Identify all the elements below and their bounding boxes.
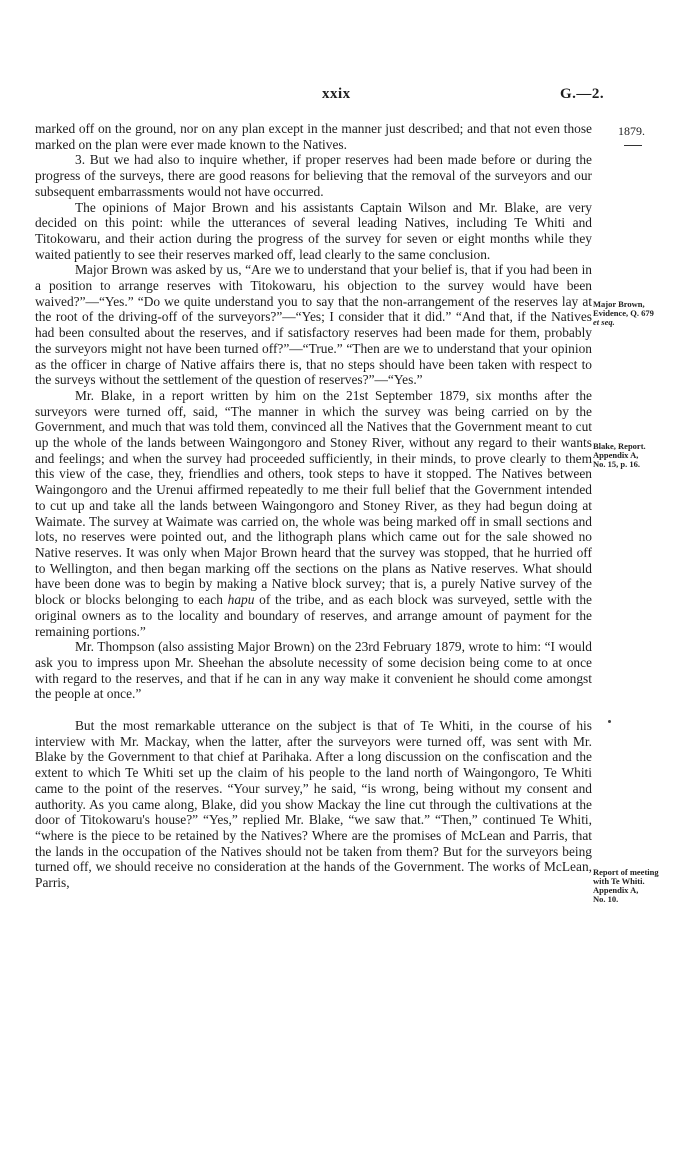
body-text [35,121,592,891]
sidenote-line: Major Brown, [593,299,645,309]
paragraph-opinions: The opinions of Major Brown and his assistants Captain Wilson and Mr. Blake, are very decided on this point: while the utterances of several leading Natives, including Te Whiti and Titokowaru, and their action during the progress of the survey for seven or eight months while they waited patiently to see their reserves marked off, lead clearly to the same conclusion. [35,199,592,262]
sidenote-te-whiti-meeting [593,868,697,904]
sidenote-line: Evidence, Q. 679 [593,308,654,318]
sidenote-line: Appendix A, [593,450,639,460]
sidenote-line: No. 15, p. 16. [593,459,640,469]
margin-year: 1879. [618,124,645,138]
margin-year-rule [624,145,642,146]
sidenote-major-brown [593,300,697,327]
sidenote-line: et seq. [593,317,615,327]
blake-report-text-end: of the tribe, and as each block was surveyed, settle with the original owners as to the locality and boundary of reserves, and arrange amount of payment for the remaining portions.” [35,592,592,639]
page-number: xxix [322,86,351,102]
paragraph-blake-report [35,388,592,639]
sidenote-line: with Te Whiti. [593,876,645,886]
paragraph-thompson: Mr. Thompson (also assisting Major Brown) on the 23rd February 1879, wrote to him: “I would ask you to impress upon Mr. Sheehan the absolute necessity of some decision being come to at once with regard to the reserves, and that if he can in any way make it convenient he should come amongst the people at once.” [35,639,592,702]
italic-term: hapu [227,592,255,608]
paragraph-section-3: 3. But we had also to inquire whether, if proper reserves had been made before or during the progress of the surveys, there are good reasons for believing that the removal of the surveyors and our subsequent embarrassments would not have occurred. [35,152,592,199]
sidenote-blake-report [593,442,697,469]
paragraph-gap [35,702,592,718]
paragraph-te-whiti: But the most remarkable utterance on the subject is that of Te Whiti, in the course of his interview with Mr. Mackay, when the latter, after the surveyors were turned off, was sent with Mr. Blake by the Government to that chief at Parihaka. After a long discussion on the confiscation and the extent to which Te Whiti set up the claim of his people to the land north of Waingongoro, Te Whiti came to the point of the reserves. “Your survey,” he said, “is wrong, being without my consent and authority. As you came along, Blake, did you show Mackay the line cut through the cultivations at the door of Titokowaru's house?” “Yes,” replied Mr. Blake, “we saw that.” “Then,” continued Te Whiti, “where is the piece to be retained by the Natives? Where are the promises of McLean and Parris, that the lands in the occupation of the Natives should not be taken from them? But for the surveyors being turned off, we should receive no consideration at the hands of the Government. The works of McLean, Parris, [35,718,592,891]
margin-ink-dot [608,720,611,723]
sidenote-line: No. 10. [593,894,619,904]
sidenote-line: Blake, Report. [593,441,646,451]
sidenote-line: Report of meeting [593,867,659,877]
paragraph-continuation: marked off on the ground, nor on any plan except in the manner just described; and that not even those marked on the plan were ever made known to the Natives. [35,121,592,152]
sidenote-line: Appendix A, [593,885,639,895]
paragraph-major-brown: Major Brown was asked by us, “Are we to understand that your belief is, that if you had been in a position to arrange reserves with Titokowaru, his objection to the survey would have been waived?”—“Yes.” “Do we quite understand you to say that the non-arrangement of the reserves lay at the root of the driving-off of the surveyors?”—“Yes; I consider that it did.” “And that, if the Natives had been consulted about the reserves, and if satisfactory reserves had been made for them, probably the surveyors might not have been turned off?”—“True.” “Then are we to understand that your opinion as the officer in charge of Native affairs there is, that no steps should have been taken with respect to the surveys without the settlement of the question of reserves?”—“Yes.” [35,262,592,388]
blake-report-text: Mr. Blake, in a report written by him on the 21st September 1879, six months after the surveyors were turned off, said, “The manner in which the survey was being carried on by the Government, and much that was told them, convinced all the Natives that the Government meant to cut up the whole of the lands between Waingongoro and Stoney River, without any regard to their wants and feelings; and when the survey had proceeded sufficiently, in their minds, to prove clearly to them this view of the case, they, friendlies and others, took steps to have it stopped. The Natives between Waingongoro and the Urenui affirmed repeatedly to me their full belief that the Government intended to cut up and take all the lands between Waingongoro and Stoney River, as they had begun doing at Waimate. The survey at Waimate was carried on, the whole was being marked off in small sections and lots, no reserves were pointed out, and the lithograph plans which came out for the sale showed no Native reserves. It was only when Major Brown heard that the survey was stopped, that he hurried off to Wellington, and then began marking off the sections on the plans as Native reserves. What should have been done was to begin by making a Native block survey; that is, a purely Native survey of the block or blocks belonging to each [35,387,592,608]
document-reference: G.—2. [560,86,605,102]
